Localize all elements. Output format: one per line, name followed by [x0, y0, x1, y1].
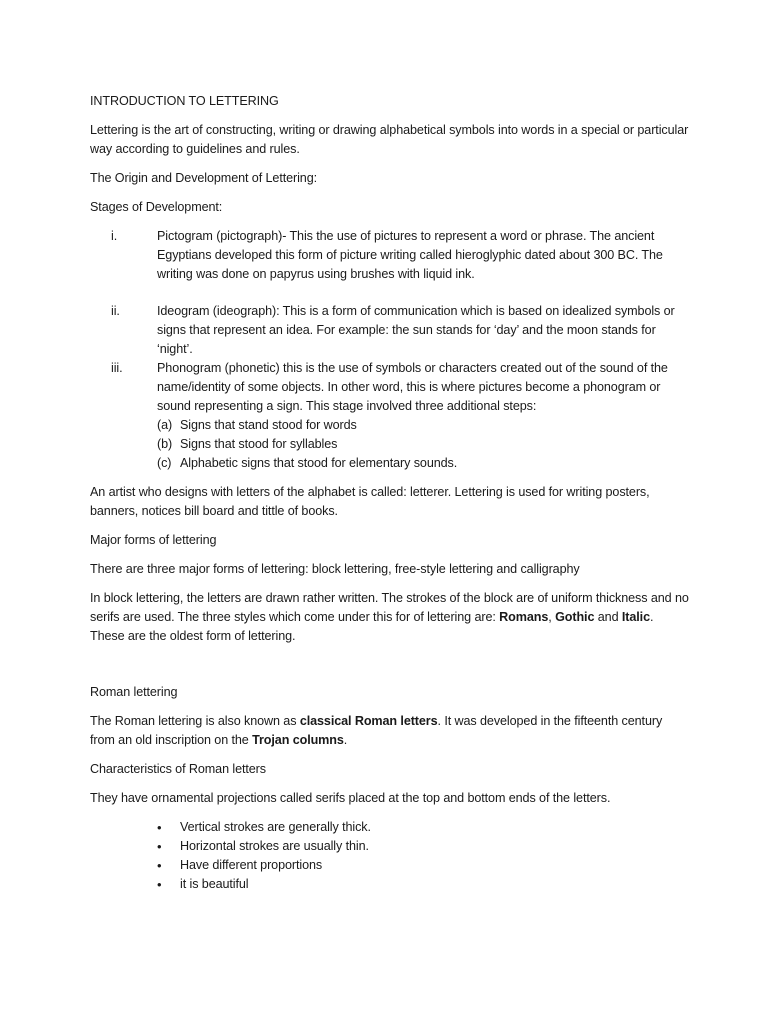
serifs-paragraph: They have ornamental projections called serifs placed at the top and bottom ends of the letters. [90, 791, 611, 805]
letterer-paragraph: An artist who designs with letters of the alphabet is called: letterer. Lettering is used for writing posters, banners, notices bill board and tittle of books. [90, 485, 650, 518]
roman-text-part2: . It was developed in the fifteenth century from an old inscription on the [90, 714, 663, 747]
stage-numeral: i. [111, 229, 118, 243]
list-item-text: it is beautiful [180, 877, 249, 891]
stage-item-3 [90, 359, 690, 473]
block-comma: , [548, 610, 556, 624]
roman-lettering-heading: Roman lettering [90, 685, 178, 699]
roman-lettering-paragraph [90, 712, 690, 750]
sub-steps-list [157, 416, 690, 473]
sub-step-label: (c) [157, 456, 172, 470]
list-item-text: Horizontal strokes are usually thin. [180, 839, 369, 853]
stage-text: Ideogram (ideograph): This is a form of communication which is based on idealized symbols or signs that represent an idea. For example: the sun stands for ‘day’ and the moon stands for ‘night’. [157, 304, 675, 356]
origin-heading: The Origin and Development of Lettering: [90, 171, 318, 185]
block-and: and [594, 610, 622, 624]
characteristics-heading: Characteristics of Roman letters [90, 762, 266, 776]
list-item [157, 837, 690, 856]
sub-step-item [157, 454, 690, 473]
stage-item-2 [90, 302, 690, 359]
list-item [157, 818, 690, 837]
stages-list [90, 227, 690, 473]
sub-step-item [157, 416, 690, 435]
stage-text: Phonogram (phonetic) this is the use of symbols or characters created out of the sound of the name/identity of some objects. In other word, this is where pictures become a phonogram or sound representing a sign. This stage involved three additional steps: [157, 361, 668, 413]
bullet-icon: • [157, 820, 162, 835]
stage-text: Pictogram (pictograph)- This the use of pictures to represent a word or phrase. The ancient Egyptians developed this form of picture writing called hieroglyphic dated about 300 BC. The writing was done on papyrus using brushes with liquid ink. [157, 229, 663, 281]
bullet-icon: • [157, 858, 162, 873]
list-item-text: Have different proportions [180, 858, 323, 872]
block-lettering-paragraph [90, 589, 690, 646]
list-item-text: Vertical strokes are generally thick. [180, 820, 371, 834]
stage-body [157, 359, 690, 473]
major-forms-paragraph: There are three major forms of lettering: block lettering, free-style lettering and calligraphy [90, 562, 580, 576]
stage-numeral: iii. [111, 361, 123, 375]
list-item [157, 856, 690, 875]
bullet-icon: • [157, 877, 162, 892]
stage-numeral: ii. [111, 304, 120, 318]
list-item [157, 875, 690, 894]
sub-step-text: Alphabetic signs that stood for elementary sounds. [180, 456, 458, 470]
stages-heading: Stages of Development: [90, 200, 223, 214]
trojan-columns-term: Trojan columns [252, 733, 344, 747]
sub-step-text: Signs that stand stood for words [180, 418, 357, 432]
sub-step-label: (b) [157, 437, 173, 451]
italic-term: Italic [621, 610, 650, 624]
classical-roman-term: classical Roman letters [299, 714, 438, 728]
block-text-part1: In block lettering, the letters are drawn rather written. The strokes of the block are of uniform thickness and no serifs are used. The three styles which come under this for of lettering are: [90, 591, 689, 624]
intro-paragraph: Lettering is the art of constructing, writing or drawing alphabetical symbols into words in a special or particular way according to guidelines and rules. [90, 123, 689, 156]
sub-step-item [157, 435, 690, 454]
gothic-term: Gothic [555, 610, 595, 624]
bullet-icon: • [157, 839, 162, 854]
sub-step-text: Signs that stood for syllables [180, 437, 338, 451]
characteristics-list [90, 818, 690, 894]
roman-text-part1: The Roman lettering is also known as [90, 714, 300, 728]
major-forms-heading: Major forms of lettering [90, 533, 217, 547]
romans-term: Romans [499, 610, 549, 624]
block-text-part2: . These are the oldest form of lettering. [90, 610, 654, 643]
sub-step-label: (a) [157, 418, 173, 432]
document-title: INTRODUCTION TO LETTERING [90, 94, 279, 108]
stage-item-1 [90, 227, 690, 284]
document-body [90, 92, 690, 894]
roman-text-part3: . [343, 733, 348, 747]
